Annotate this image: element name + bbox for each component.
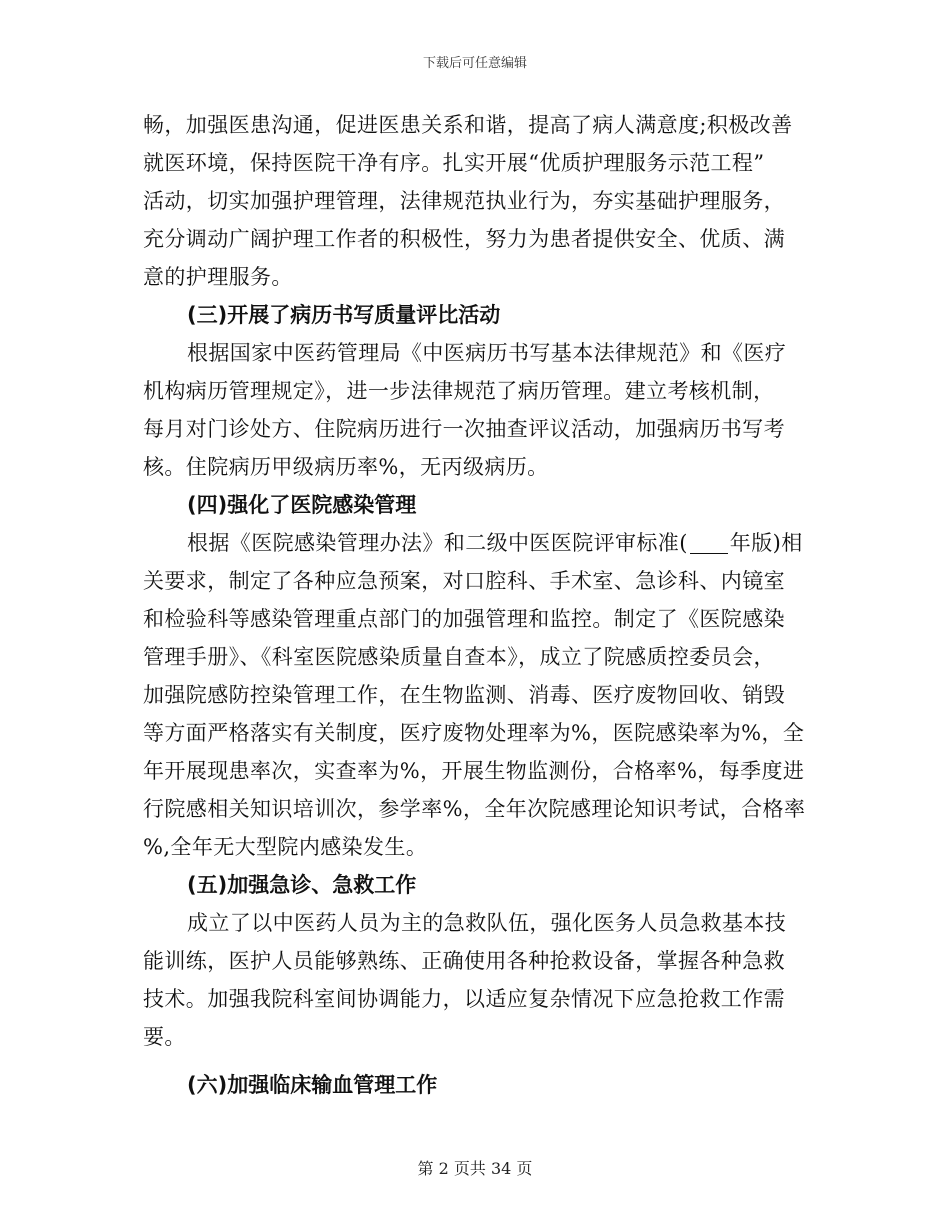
- text-line: [143, 524, 808, 562]
- text-segment: 根据《医院感染管理办法》和二级中医医院评审标准(: [187, 531, 688, 555]
- text-line: 核。住院病历甲级病历率%，无丙级病历。: [143, 455, 549, 479]
- text-line: 充分调动广阔护理工作者的积极性，努力为患者提供安全、优质、满: [143, 227, 785, 251]
- section-heading-6: (六)加强临床输血管理工作: [187, 1073, 438, 1097]
- text-line: 管理手册》、《科室医院感染质量自查本》，成立了院感质控委员会，: [143, 645, 775, 669]
- page-footer: 第 2 页共 34 页: [417, 1159, 533, 1178]
- spacer: [143, 1056, 808, 1066]
- text-line: 根据国家中医药管理局《中医病历书写基本法律规范》和《医疗: [187, 341, 787, 365]
- document-body: [143, 106, 808, 1104]
- text-line: 每月对门诊处方、住院病历进行一次抽查评议活动，加强病历书写考: [143, 417, 785, 441]
- text-line: 意的护理服务。: [143, 265, 293, 289]
- text-line: 等方面严格落实有关制度，医疗废物处理率为%，医院感染率为%，全: [143, 721, 805, 745]
- text-segment: 年版)相: [729, 531, 803, 555]
- paragraph-continued: [143, 106, 808, 296]
- text-line: 和检验科等感染管理重点部门的加强管理和监控。制定了《医院感染: [143, 607, 785, 631]
- text-line: 机构病历管理规定》，进一步法律规范了病历管理。建立考核机制，: [143, 379, 775, 403]
- section-heading-4: (四)强化了医院感染管理: [187, 493, 417, 517]
- text-line: 加强院感防控染管理工作，在生物监测、消毒、医疗废物回收、销毁: [143, 683, 785, 707]
- fill-in-blank: [690, 531, 728, 554]
- text-line: %,全年无大型院内感染发生。: [143, 835, 428, 859]
- text-line: 关要求，制定了各种应急预案，对口腔科、手术室、急诊科、内镜室: [143, 569, 785, 593]
- text-line: 就医环境，保持医院干净有序。扎实开展“优质护理服务示范工程”: [143, 151, 765, 175]
- text-line: 技术。加强我院科室间协调能力，以适应复杂情况下应急抢救工作需: [143, 987, 785, 1011]
- text-line: 活动，切实加强护理管理，法律规范执业行为，夯实基础护理服务，: [143, 189, 785, 213]
- text-line: 畅，加强医患沟通，促进医患关系和谐，提高了病人满意度;积极改善: [143, 113, 793, 137]
- paragraph-infection-control: [143, 524, 808, 866]
- section-heading-3: (三)开展了病历书写质量评比活动: [187, 303, 501, 327]
- paragraph-emergency: [143, 904, 808, 1056]
- text-line: 能训练，医护人员能够熟练、正确使用各种抢救设备，掌握各种急救: [143, 949, 785, 973]
- section-heading-5: (五)加强急诊、急救工作: [187, 873, 417, 897]
- text-line: 年开展现患率次，实查率为%，开展生物监测份，合格率%，每季度进: [143, 759, 805, 783]
- page-header: 下载后可任意编辑: [422, 56, 527, 71]
- text-line: 成立了以中医药人员为主的急救队伍，强化医务人员急救基本技: [187, 911, 787, 935]
- text-line: 行院感相关知识培训次，参学率%，全年次院感理论知识考试，合格率: [143, 797, 806, 821]
- text-line: 要。: [143, 1025, 186, 1049]
- paragraph-medical-records: [143, 334, 808, 486]
